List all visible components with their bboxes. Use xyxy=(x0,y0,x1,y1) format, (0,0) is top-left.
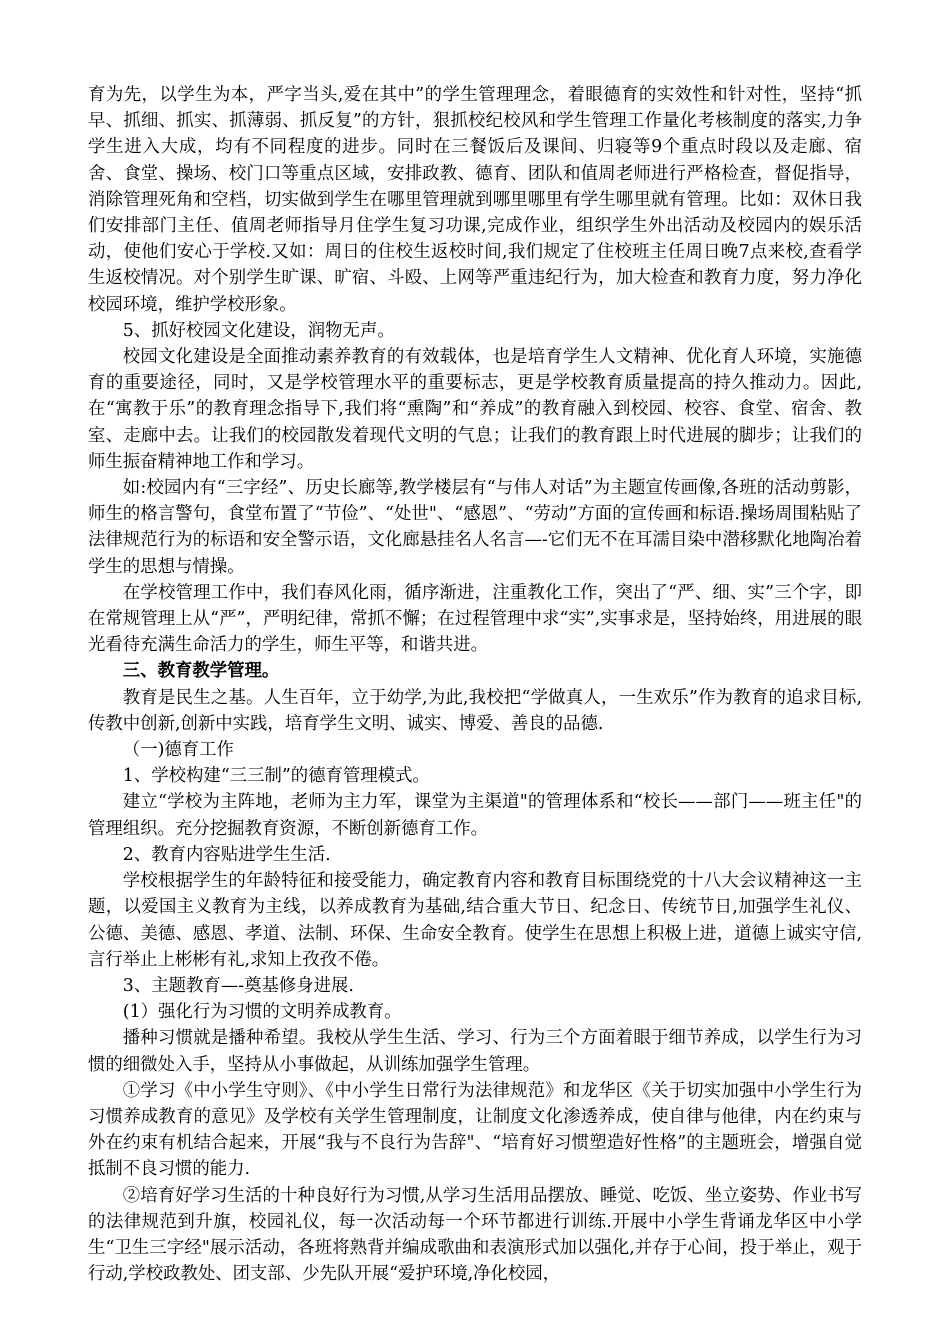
paragraph-habit-point-2: ②培育好学习生活的十种良好行为习惯,从学习生活用品摆放、睡觉、吃饭、坐立姿势、作业书写的法律规范到升旗，校园礼仪，每一次活动每一个环节都进行训练.开展中小学生背诵龙华区中小学生“卫生三字经"展示活动，各班将熟背并编成歌曲和表演形式加以强化,并存于心间，投于举止，观于行动,学校政教处、团支部、少先队开展“爱护环境,净化校园， xyxy=(88,1185,862,1285)
paragraph-education-content: 学校根据学生的年龄特征和接受能力，确定教育内容和教育目标围绕党的十八大会议精神这一主题，以爱国主义教育为主线，以养成教育为基础,结合重大节日、纪念日、传统节日,加强学生礼仪、公德、美德、感恩、孝道、法制、环保、生命安全教育。使学生在思想上积极上进，道德上诚实守信,言行举止上彬彬有礼,求知上孜孜不倦。 xyxy=(88,871,862,970)
paragraph-education-goal: 教育是民生之基。人生百年，立于幼学,为此,我校把“学做真人，一生欢乐”作为教育的追求目标,传教中创新,创新中实践，培育学生文明、诚实、博爱、善良的品德. xyxy=(88,687,862,734)
paragraph-student-management: 育为先，以学生为本，严字当头,爱在其中”的学生管理理念，着眼德育的实效性和针对性，坚持“抓早、抓细、抓实、抓薄弱、抓反复”的方针，狠抓校纪校风和学生管理工作量化考核制度的落实,力争学生进入大成，均有不同程度的进步。同时在三餐饭后及课间、归寝等9个重点时段以及走廊、宿舍、食堂、操场、校门口等重点区域，安排政教、德育、团队和值周老师进行严格检查，督促指导，消除管理死角和空档，切实做到学生在哪里管理就到哪里哪里有学生哪里就有管理。比如：双休日我们安排部门主任、值周老师指导月住学生复习功课,完成作业，组织学生外出活动及校园内的娱乐活动，使他们安心于学校.又如：周日的住校生返校时间,我们规定了住校班主任周日晚7点来校,查看学生返校情况。对个别学生旷课、旷宿、斗殴、上网等严重违纪行为，加大检查和教育力度，努力净化校园环境，维护学校形象。 xyxy=(88,85,862,315)
paragraph-management-system: 建立“学校为主阵地，老师为主力军，课堂为主渠道"的管理体系和“校长——部门——班主任"的管理组织。充分挖掘教育资源，不断创新德育工作。 xyxy=(88,792,862,839)
paragraph-habit-intro: 播种习惯就是播种希望。我校从学生生活、学习、行为三个方面着眼于细节养成，以学生行为习惯的细微处入手，坚持从小事做起，从训练加强学生管理。 xyxy=(88,1028,862,1075)
subsection-heading-moral-education: （一)德育工作 xyxy=(122,740,234,761)
paragraph-item-3-heading: 3、主题教育—-奠基修身进展. xyxy=(122,975,354,996)
paragraph-item-1-heading: 1、学校构建“三三制”的德育管理模式。 xyxy=(122,766,430,787)
paragraph-item-5-heading: 5、抓好校园文化建设，润物无声。 xyxy=(122,320,395,341)
paragraph-item-2-heading: 2、教育内容贴进学生生活. xyxy=(122,844,331,865)
section-heading-teaching-management: 三、教育教学管理。 xyxy=(122,661,280,682)
paragraph-campus-examples: 如:校园内有“三字经”、历史长廊等,教学楼层有“与伟人对话”为主题宣传画像,各班的活动剪影，师生的格言警句，食堂布置了“节俭”、“处世"、“感恩”、“劳动”方面的宣传画和标语.操场周围粘贴了法律规范行为的标语和安全警示语，文化廊悬挂名人名言—-它们无不在耳濡目染中潜移默化地陶冶着学生的思想与情操。 xyxy=(88,478,863,577)
paragraph-habit-heading: (1）强化行为习惯的文明养成教育。 xyxy=(122,1002,402,1023)
paragraph-habit-point-1: ①学习《中小学生守则》、《中小学生日常行为法律规范》和龙华区《关于切实加强中小学生行为习惯养成教育的意见》及学校有关学生管理制度，让制度文化渗透养成，使自律与他律，内在约束与外在约束有机结合起来，开展“我与不良行为告辞"、“培育好习惯塑造好性格”的主题班会，增强自觉抵制不良习惯的能力. xyxy=(88,1080,862,1180)
paragraph-management-summary: 在学校管理工作中，我们春风化雨，循序渐进，注重教化工作，突出了“严、细、实”三个字，即在常规管理上从“严”，严明纪律，常抓不懈；在过程管理中求“实”,实事求是，坚持始终，用进展的眼光看待充满生命活力的学生，师生平等，和谐共进。 xyxy=(88,582,862,656)
paragraph-campus-culture: 校园文化建设是全面推动素养教育的有效载体，也是培育学生人文精神、优化育人环境，实施德育的重要途径，同时，又是学校管理水平的重要标志，更是学校教育质量提高的持久推动力。因此,在“寓教于乐”的教育理念指导下,我们将“熏陶”和“养成”的教育融入到校园、校容、食堂、宿舍、教室、走廊中去。让我们的校园散发着现代文明的气息；让我们的教育跟上时代进展的脚步；让我们的师生振奋精神地工作和学习。 xyxy=(88,347,862,472)
